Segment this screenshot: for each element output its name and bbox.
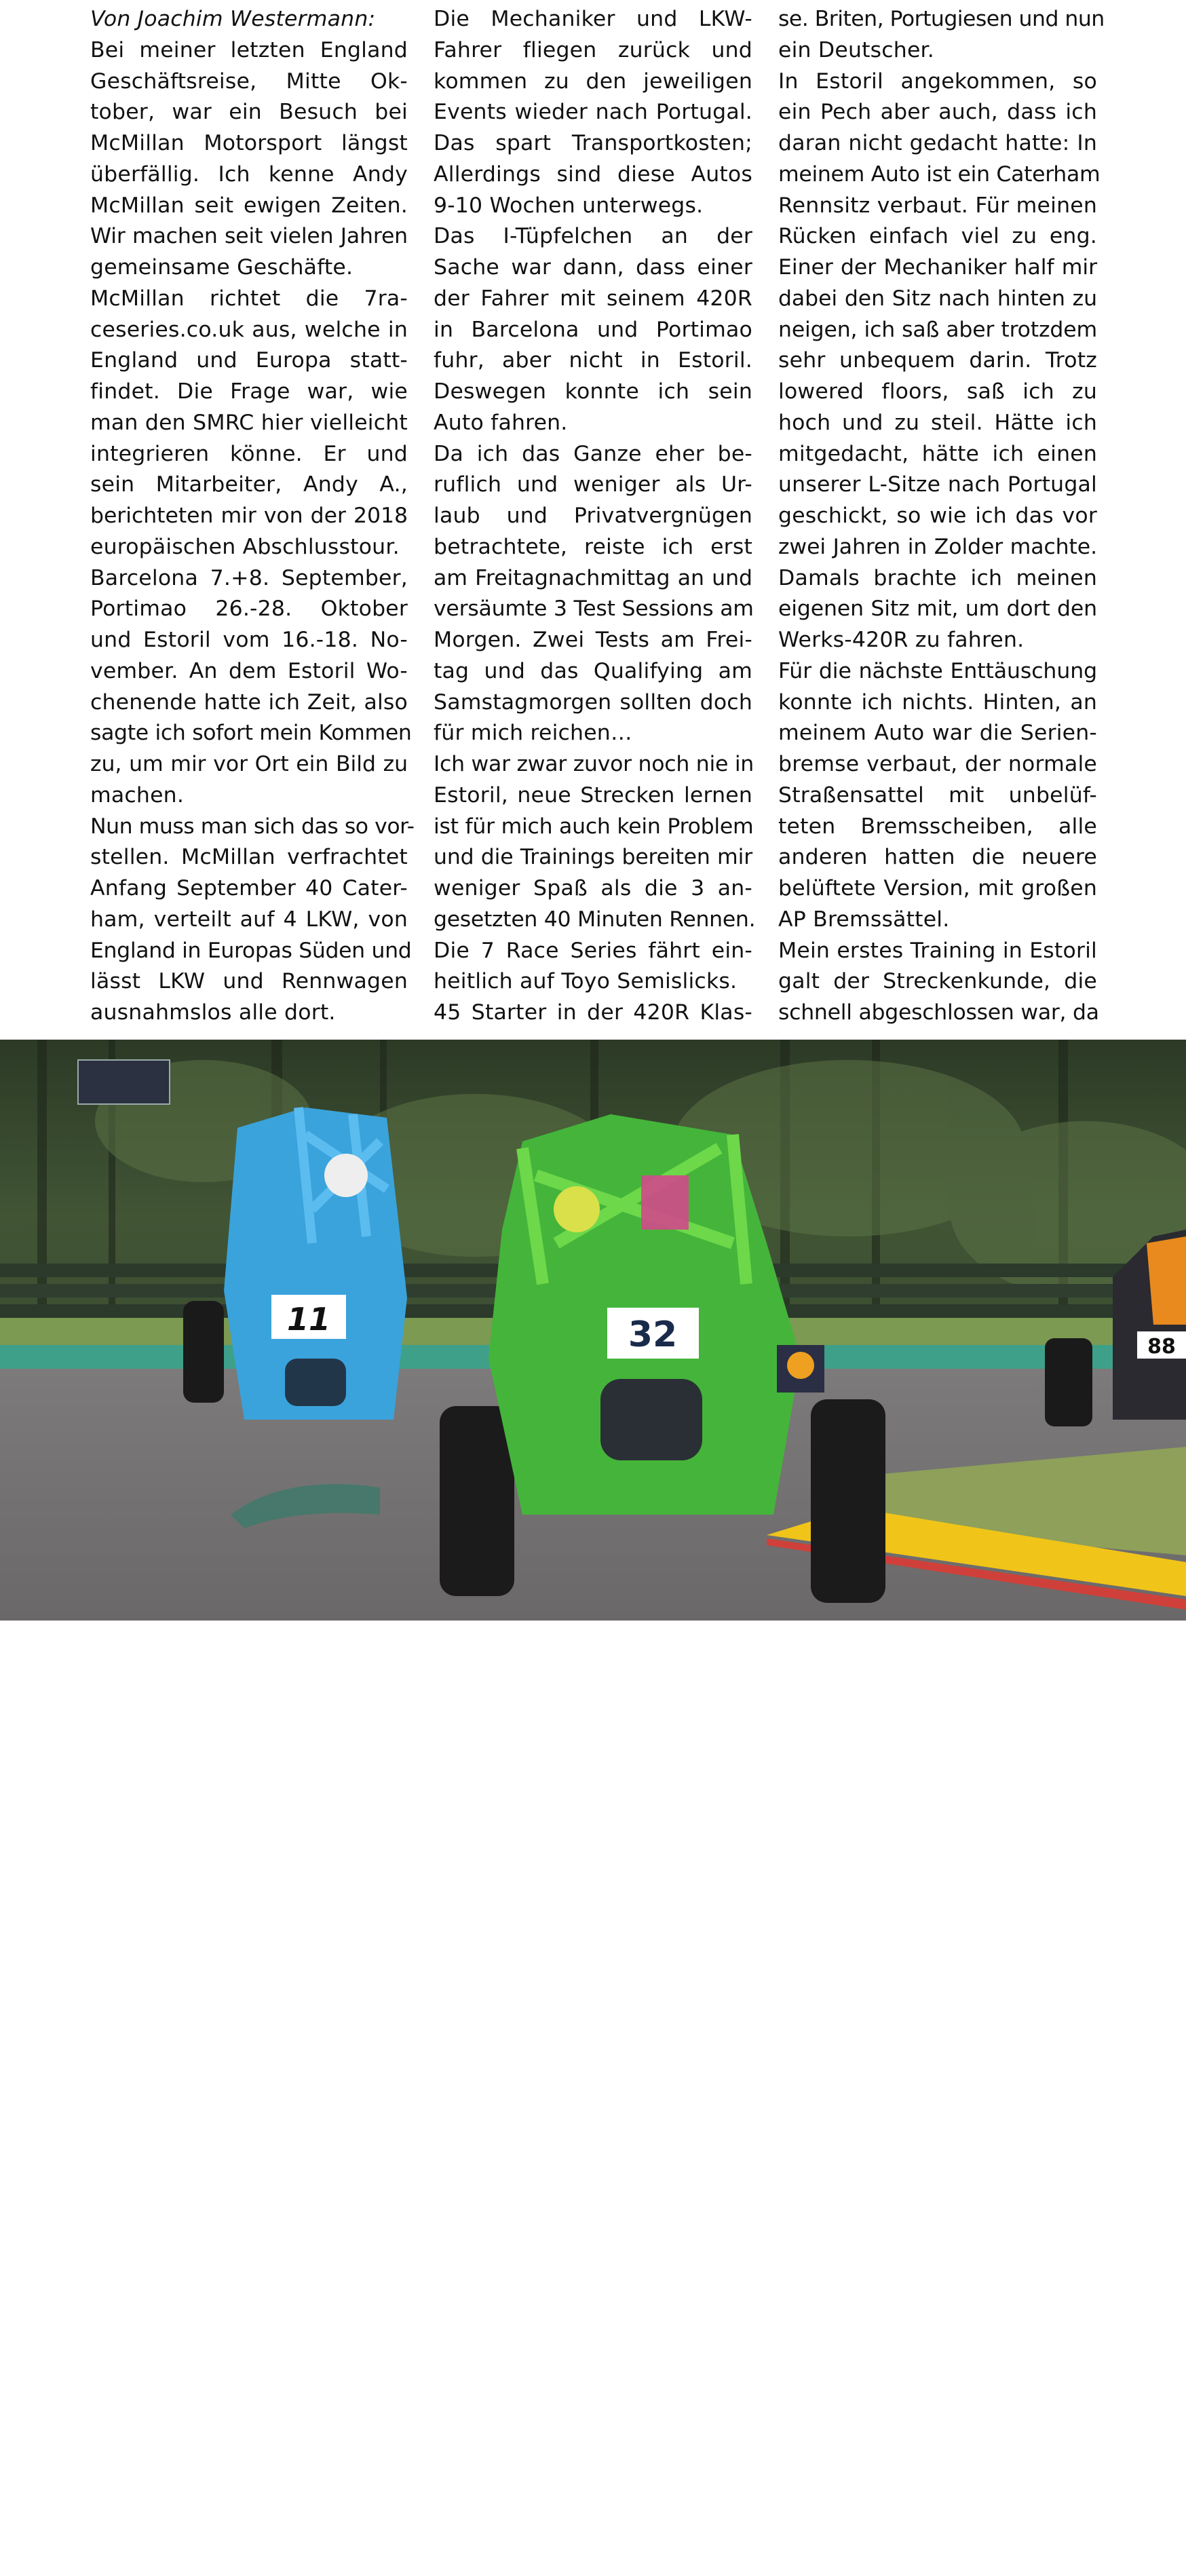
car-number-32: 32 xyxy=(628,1314,678,1355)
text-line: mitgedacht, hätte ich einen xyxy=(778,441,1097,466)
text-line: England in Europas Süden und xyxy=(90,938,412,963)
text-line: in Barcelona und Portimao xyxy=(434,317,752,342)
text-line: konnte ich nichts. Hinten, an xyxy=(778,689,1097,715)
text-line: Mein erstes Training in Estoril xyxy=(778,938,1097,963)
green-car-grille xyxy=(600,1379,702,1460)
text-line: integrieren könne. Er und xyxy=(90,441,408,466)
text-line: vember. An dem Estoril Wo- xyxy=(90,658,408,683)
text-line: meinem Auto ist ein Caterham xyxy=(778,162,1101,187)
text-line: ceseries.co.uk aus, welche in xyxy=(90,317,408,342)
text-line: man den SMRC hier vielleicht xyxy=(90,410,408,435)
text-line: unserer L-Sitze nach Portugal xyxy=(778,472,1097,497)
text-line: Auto fahren. xyxy=(434,410,568,435)
text-line: fuhr, aber nicht in Estoril. xyxy=(434,348,752,373)
text-line: ausnahmslos alle dort. xyxy=(90,1000,336,1025)
text-line: tober, war ein Besuch bei xyxy=(90,100,408,125)
text-line: Wir machen seit vielen Jahren xyxy=(90,224,408,249)
text-line: laub und Privatvergnügen xyxy=(434,504,752,528)
text-line: Damals brachte ich meinen xyxy=(778,565,1097,590)
text-line: lowered floors, saß ich zu xyxy=(778,379,1097,404)
text-line: Deswegen konnte ich sein xyxy=(434,379,752,404)
text-column-1 xyxy=(90,4,415,1029)
text-line: berichteten mir von der 2018 xyxy=(90,504,408,528)
text-line: se. Briten, Portugiesen und nun xyxy=(778,7,1105,31)
text-line: neigen, ich saß aber trotzdem xyxy=(778,317,1097,342)
text-line: ist für mich auch kein Problem xyxy=(434,814,754,839)
text-line: bremse verbaut, der normale xyxy=(778,752,1097,776)
text-line: Samstagmorgen sollten doch xyxy=(434,689,752,715)
text-line: heitlich auf Toyo Semislicks. xyxy=(434,969,738,994)
trackside-sign xyxy=(78,1060,170,1104)
text-line: und die Trainings bereiten mir xyxy=(434,845,752,870)
text-column-3 xyxy=(778,4,1105,1029)
text-line: findet. Die Frage war, wie xyxy=(90,379,408,404)
race-photo xyxy=(0,1040,1186,2575)
text-line: Das I-Tüpfelchen an der xyxy=(434,224,752,249)
text-line: Straßensattel mit unbelüf- xyxy=(778,782,1097,808)
text-line: und Estoril vom 16.-18. No- xyxy=(90,628,408,652)
text-line: ruflich und weniger als Ur- xyxy=(434,472,752,497)
front-right-tyre xyxy=(811,1399,885,1603)
text-line: ein Pech aber auch, dass ich xyxy=(778,100,1097,125)
text-line: Portimao 26.-28. Oktober xyxy=(90,596,408,622)
text-line: In Estoril angekommen, so xyxy=(778,69,1097,94)
text-line: eigenen Sitz mit, um dort den xyxy=(778,596,1097,622)
car-number-88: 88 xyxy=(1147,1335,1176,1359)
text-line: belüftete Version, mit großen xyxy=(778,876,1097,901)
text-line: 9-10 Wochen unterwegs. xyxy=(434,193,704,218)
text-line: am Freitagnachmittag an und xyxy=(434,565,752,590)
text-line: Morgen. Zwei Tests am Frei- xyxy=(434,628,752,652)
text-line: stellen. McMillan verfrachtet xyxy=(90,845,408,870)
text-line: 45 Starter in der 420R Klas- xyxy=(434,1000,752,1025)
text-line: sehr unbequem darin. Trotz xyxy=(778,348,1097,373)
pink-seat xyxy=(641,1175,689,1230)
text-line: Einer der Mechaniker half mir xyxy=(778,255,1097,280)
text-line: weniger Spaß als die 3 an- xyxy=(434,876,752,901)
text-line: Rücken einfach viel zu eng. xyxy=(778,224,1097,249)
text-line: Sache war dann, dass einer xyxy=(434,255,752,280)
text-column-2 xyxy=(434,4,756,1029)
text-line: McMillan seit ewigen Zeiten. xyxy=(90,193,408,218)
text-line: kommen zu den jeweiligen xyxy=(434,69,752,94)
text-line: anderen hatten die neuere xyxy=(778,845,1097,870)
text-line: Die Mechaniker und LKW- xyxy=(434,7,752,31)
text-line: dabei den Sitz nach hinten zu xyxy=(778,286,1097,311)
text-line: Da ich das Ganze eher be- xyxy=(434,441,752,466)
text-line: lässt LKW und Rennwagen xyxy=(90,969,408,994)
text-line: Werks-420R zu fahren. xyxy=(778,628,1025,652)
text-line: europäischen Abschlusstour. xyxy=(90,534,400,559)
text-line: Rennsitz verbaut. Für meinen xyxy=(778,193,1097,218)
text-line: daran nicht gedacht hatte: In xyxy=(778,131,1097,155)
text-line: Estoril, neue Strecken lernen xyxy=(434,782,752,808)
driver-helmet xyxy=(554,1186,600,1232)
text-line: für mich reichen… xyxy=(434,721,632,746)
text-line: zu, um mir vor Ort ein Bild zu xyxy=(90,752,408,776)
text-line: sagte ich sofort mein Kommen xyxy=(90,721,412,746)
text-line: gemeinsame Geschäfte. xyxy=(90,255,353,280)
text-line: Allerdings sind diese Autos xyxy=(434,162,752,187)
text-line: überfällig. Ich kenne Andy xyxy=(90,162,408,187)
text-line: Events wieder nach Portugal. xyxy=(434,100,752,125)
byline: Von Joachim Westermann: xyxy=(90,7,376,31)
text-line: Bei meiner letzten England xyxy=(90,37,408,62)
text-line: Barcelona 7.+8. September, xyxy=(90,565,408,590)
text-line: sein Mitarbeiter, Andy A., xyxy=(90,472,408,497)
text-line: Die 7 Race Series fährt ein- xyxy=(434,938,752,963)
text-line: der Fahrer mit seinem 420R xyxy=(434,286,752,311)
helmet xyxy=(324,1154,368,1197)
text-line: England und Europa statt- xyxy=(90,348,408,373)
text-line: teten Bremsscheiben, alle xyxy=(778,814,1097,839)
text-line: Für die nächste Enttäuschung xyxy=(778,658,1097,683)
text-line: tag und das Qualifying am xyxy=(434,658,752,683)
text-line: ham, verteilt auf 4 LKW, von xyxy=(90,907,408,932)
text-line: Nun muss man sich das so vor- xyxy=(90,814,415,839)
text-line: machen. xyxy=(90,782,185,808)
text-line: McMillan Motorsport längst xyxy=(90,131,408,155)
text-line: chenende hatte ich Zeit, also xyxy=(90,689,408,715)
text-line: ein Deutscher. xyxy=(778,37,935,62)
front-left-tyre xyxy=(440,1406,514,1596)
text-line: betrachtete, reiste ich erst xyxy=(434,534,752,559)
text-line: AP Bremssättel. xyxy=(778,907,950,932)
text-line: zwei Jahren in Zolder machte. xyxy=(778,534,1097,559)
text-line: Anfang September 40 Cater- xyxy=(90,876,408,901)
car-number-11: 11 xyxy=(286,1301,331,1338)
text-line: Geschäftsreise, Mitte Ok- xyxy=(90,69,408,94)
text-line: meinem Auto war die Serien- xyxy=(778,721,1097,746)
photo-caption: Lee Wiggins mit der Startnummer 32 xyxy=(88,2550,429,2575)
text-line: versäumte 3 Test Sessions am xyxy=(434,596,754,622)
race-photo-illustration xyxy=(0,1040,1186,1621)
text-line: Das spart Transportkosten; xyxy=(434,131,752,155)
text-line: hoch und zu steil. Hätte ich xyxy=(778,410,1097,435)
text-line: geschickt, so wie ich das vor xyxy=(778,504,1097,528)
text-line: Ich war zwar zuvor noch nie in xyxy=(434,752,754,776)
text-line: galt der Streckenkunde, die xyxy=(778,969,1097,994)
grille xyxy=(285,1359,346,1406)
text-line: gesetzten 40 Minuten Rennen. xyxy=(434,907,756,932)
text-line: Fahrer fliegen zurück und xyxy=(434,37,752,62)
text-line: McMillan richtet die 7ra- xyxy=(90,286,408,311)
text-line: schnell abgeschlossen war, da xyxy=(778,1000,1099,1025)
tyre xyxy=(183,1301,224,1403)
